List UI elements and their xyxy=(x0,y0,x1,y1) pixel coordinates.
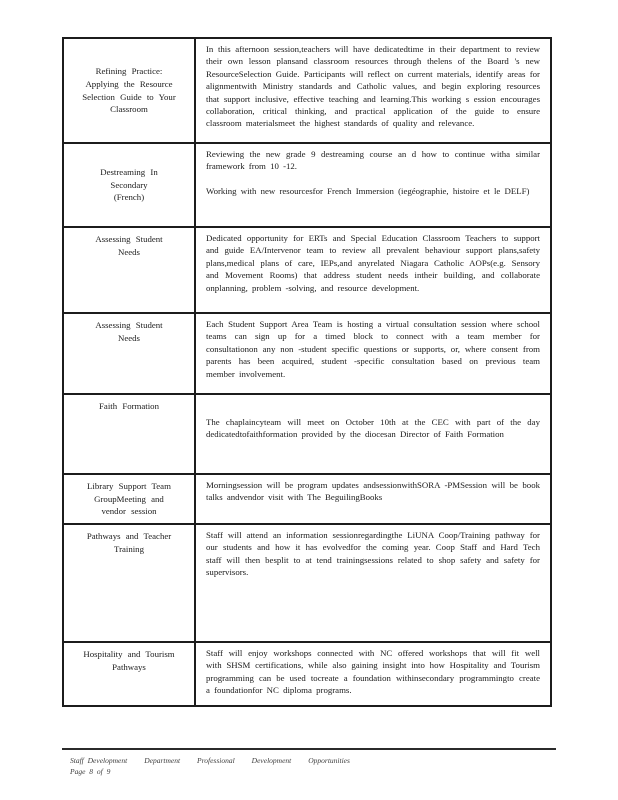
page-number: Page 8 of 9 xyxy=(70,767,111,776)
table-row xyxy=(63,642,551,706)
session-description-paragraph: The chaplaincyteam will meet on October 10th at the CEC with part of the day dedicatedtofaithformation provided by the diocesan Director of Faith Formation xyxy=(206,417,540,440)
session-description-cell xyxy=(195,313,551,394)
table-row xyxy=(63,474,551,524)
session-title-line: Classroom xyxy=(110,104,148,115)
footer-text xyxy=(70,756,367,765)
table-row xyxy=(63,394,551,474)
table-row xyxy=(63,524,551,642)
footer-segment: Professional xyxy=(197,756,235,765)
session-title-line: Faith Formation xyxy=(99,401,159,411)
session-title-line: Training xyxy=(114,543,144,554)
session-description-paragraph: Working with new resourcesfor French Immersion (iegéographie, histoire et le DELF) xyxy=(206,185,530,196)
session-description-paragraph: Staff will enjoy workshops connected with NC offered workshops that will fit well with SHSM certifications, while also gaining insight into how Hospitality and Tourism programming can be used tocreate a foundation withinsecondary programmingto create a foundationfor NC diploma programs. xyxy=(206,648,540,696)
session-description-paragraph: Morningsession will be program updates andsessionwithSORA -PMSession will be book talks andvendor visit with The BeguilingBooks xyxy=(206,480,540,503)
session-title-line: Pathways xyxy=(112,661,146,672)
session-title-cell xyxy=(63,642,195,706)
session-description-cell xyxy=(195,38,551,143)
session-title-line: vendor session xyxy=(101,506,157,517)
session-title-line: Secondary xyxy=(110,179,148,190)
session-title-cell xyxy=(63,227,195,313)
table-row xyxy=(63,143,551,227)
table-row xyxy=(63,313,551,394)
table-row xyxy=(63,38,551,143)
session-description-cell xyxy=(195,642,551,706)
session-title-cell xyxy=(63,474,195,524)
session-description-cell xyxy=(195,394,551,474)
session-description-paragraph: Staff will attend an information sessionregardingthe LiUNA Coop/Training pathway for our students and how it has evolvedfor the coming year. Coop Staff and Hard Tech staff will then besplit to at tend trainingsessions related to shop safety and safety for supervisors. xyxy=(206,530,540,578)
session-description-cell xyxy=(195,474,551,524)
session-title-line: (French) xyxy=(113,192,145,203)
footer-divider xyxy=(62,748,556,750)
session-title-line: Library Support Team xyxy=(87,481,171,491)
session-title-line: Destreaming In xyxy=(100,167,158,178)
session-title-line: Assessing Student xyxy=(95,234,163,244)
session-description-paragraph: Dedicated opportunity for ERTs and Special Education Classroom Teachers to support and guide EA/Intervenor team to review all prevalent behaviour support plans,safety plans,medical plans of care, IEPs,and anyrelated Niagara Catholic AOPs(e.g. Sensory and Movement Rooms) that address student needs intheir building, and collaborate onplanning, problem -solving, and resource development. xyxy=(206,233,540,293)
session-title-line: Refining Practice: xyxy=(95,66,163,77)
session-title-cell xyxy=(63,38,195,143)
sessions-table-body xyxy=(63,38,551,706)
footer-segment: Opportunities xyxy=(308,756,350,765)
session-description-paragraph: In this afternoon session,teachers will have dedicatedtime in their department to review their own lesson plansand classroom resources through thelens of the Board 's new ResourceSelection Guide. Participants will reflect on current materials, identify areas for alignmentwith Ministry standards and Catholic values, and begin exploring resources that support inclusive, effective teaching and learning.This working s ession encourages collaboration, critical thinking, and practical application of the guide to ensure classroom materialsmeet the highest standards of quality and relevance. xyxy=(206,44,540,129)
session-description-cell xyxy=(195,227,551,313)
session-title-cell xyxy=(63,143,195,227)
footer-segment: Staff Development xyxy=(70,756,128,765)
table-row xyxy=(63,227,551,313)
session-description-cell xyxy=(195,143,551,227)
session-title-line: Pathways and Teacher xyxy=(86,531,172,541)
session-title-line: Hospitality and Tourism xyxy=(83,649,175,659)
session-title-cell xyxy=(63,313,195,394)
session-title-line: GroupMeeting and xyxy=(94,493,164,504)
session-title-line: Needs xyxy=(118,246,140,257)
session-description-paragraph: Reviewing the new grade 9 destreaming course an d how to continue witha similar framework from 10 -12. xyxy=(206,149,540,172)
session-title-line: Needs xyxy=(118,332,140,343)
session-description-cell xyxy=(195,524,551,642)
footer-segment: Department xyxy=(144,756,181,765)
session-title-cell xyxy=(63,394,195,474)
session-description-paragraph: Each Student Support Area Team is hosting a virtual consultation session where school teams can sign up for a timed block to connect with a team member for consultationon any non -student specific questions or supports, or, where consent from parents has been acquired, student -specific consultation based on previous team member involvement. xyxy=(206,319,540,379)
session-title-line: Applying the Resource xyxy=(85,78,173,89)
session-title-line: Assessing Student xyxy=(95,320,163,330)
sessions-table xyxy=(62,37,552,707)
footer-segment: Development xyxy=(251,756,292,765)
session-title-cell xyxy=(63,524,195,642)
session-title-line: Selection Guide to Your xyxy=(82,91,176,102)
